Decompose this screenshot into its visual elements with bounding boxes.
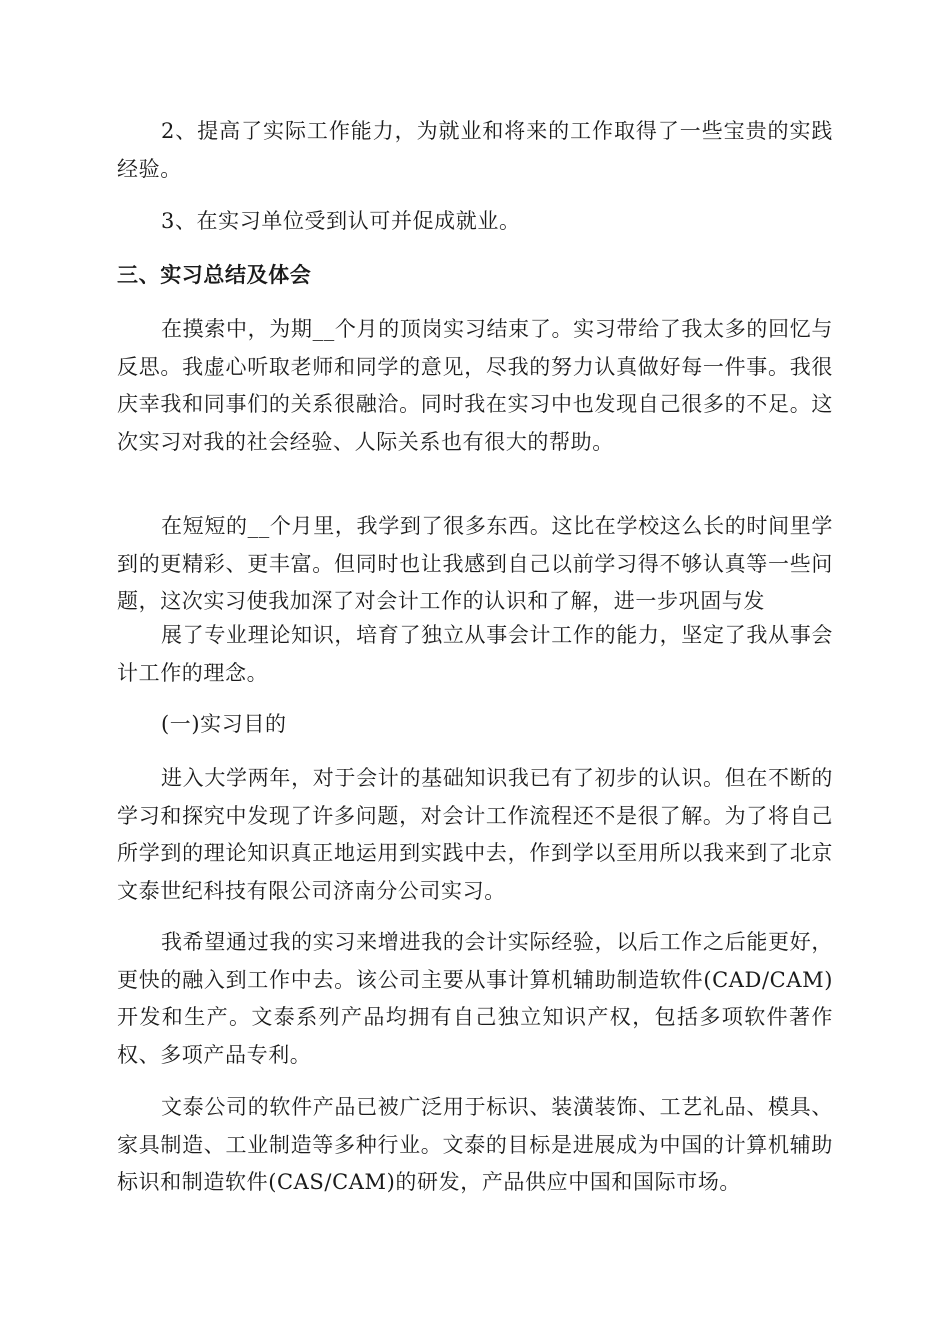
section-heading: 三、实习总结及体会 — [117, 263, 312, 287]
paragraph-learning: 在短短的__个月里，我学到了很多东西。这比在学校这么长的时间里学到的更精彩、更丰富。但同时也让我感到自己以前学习得不够认真等一些问题，这次实习使我加深了对会计工作的认识和了解，进一步巩固与发 — [117, 514, 833, 613]
subsection-heading: (一)实习目的 — [161, 712, 287, 736]
paragraph-summary: 在摸索中，为期__个月的顶岗实习结束了。实习带给了我太多的回忆与反思。我虚心听取老师和同学的意见，尽我的努力认真做好每一件事。我很庆幸我和同事们的关系很融洽。同时我在实习中也发现自己很多的不足。这次实习对我的社会经验、人际关系也有很大的帮助。 — [117, 317, 833, 454]
paragraph-learning-continued: 展了专业理论知识，培育了独立从事会计工作的能力，坚定了我从事会计工作的理念。 — [117, 623, 833, 685]
paragraph-company: 文泰公司的软件产品已被广泛用于标识、装潢装饰、工艺礼品、模具、家具制造、工业制造等多种行业。文泰的目标是进展成为中国的计算机辅助标识和制造软件(CAS/CAM)的研发，产品供应中国和国际市场。 — [117, 1095, 833, 1194]
paragraph-purpose: 进入大学两年，对于会计的基础知识我已有了初步的认识。但在不断的学习和探究中发现了许多问题，对会计工作流程还不是很了解。为了将自己所学到的理论知识真正地运用到实践中去，作到学以至用所以我来到了北京文泰世纪科技有限公司济南分公司实习。 — [117, 766, 833, 903]
paragraph-item-2: 2、提高了实际工作能力，为就业和将来的工作取得了一些宝贵的实践经验。 — [117, 119, 833, 181]
paragraph-item-3: 3、在实习单位受到认可并促成就业。 — [161, 209, 521, 233]
paragraph-expectation: 我希望通过我的实习来增进我的会计实际经验，以后工作之后能更好，更快的融入到工作中去。该公司主要从事计算机辅助制造软件(CAD/CAM)开发和生产。文泰系列产品均拥有自己独立知识产权，包括多项软件著作权、多项产品专利。 — [117, 930, 833, 1067]
